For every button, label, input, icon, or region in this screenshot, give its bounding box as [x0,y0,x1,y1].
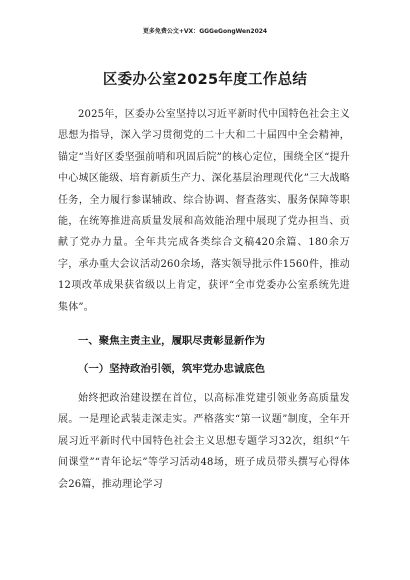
subsection-heading: （一）坚持政治引领，筑牢党办忠诚底色 [78,363,266,376]
header-note: 更多免费公文+VX：GGGeGongWen2024 [142,28,268,35]
section-heading: 一、聚焦主责主业，履职尽责彰显新作为 [78,335,266,348]
document-title: 区委办公室2025年度工作总结 [102,72,308,88]
subsection-paragraph: 始终把政治建设摆在首位，以高标准党建引领业务高质量发展。一是理论武装走深走实。严格落实“第一议题”制度，全年开展习近平新时代中国特色社会主义思想专题学习32次，组织“午间课堂”“青年论坛”等学习活动48场，班子成员带头撰写心得体会26篇，推动理论学习 [58,393,350,490]
intro-paragraph: 2025年，区委办公室坚持以习近平新时代中国特色社会主义思想为指导，深入学习贯彻党的二十大和二十届四中全会精神，锚定“当好区委坚强前哨和巩固后院”的核心定位，围绕全区“提升中心城区能级、培育新质生产力、深化基层治理现代化”三大战略任务，全力履行参谋辅政、综合协调、督查落实、服务保障等职能，在统筹推进高质量发展和高效能治理中展现了党办担当、贡献了党办力量。全年共完成各类综合文稿420余篇、180余万字，承办重大会议活动260余场，落实领导批示件1560件，推动12项改革成果获省级以上肯定，获评“全市党委办公室系统先进集体”。 [58,109,350,313]
document-body [58,104,350,495]
